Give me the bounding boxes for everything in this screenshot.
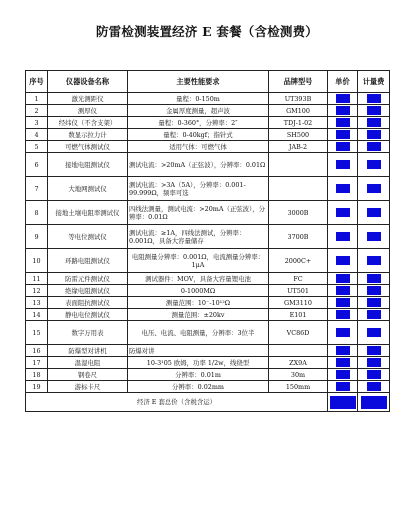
price-cell	[328, 273, 358, 285]
fee-cell	[358, 369, 390, 381]
brand-model: ZX9A	[269, 357, 328, 369]
fee-cell	[358, 105, 390, 117]
brand-model: 2000C+	[269, 249, 328, 273]
brand-model: 30m	[269, 369, 328, 381]
performance-spec: 测试电流：>20mA（正弦波），分辨率：0.01Ω	[128, 153, 269, 177]
fee-box	[367, 256, 381, 265]
price-cell	[328, 93, 358, 105]
brand-model: UT393B	[269, 93, 328, 105]
fee-box	[367, 106, 381, 115]
equipment-name: 可燃气体测试仪	[48, 141, 128, 153]
fee-cell	[358, 153, 390, 177]
price-cell	[328, 321, 358, 345]
row-number: 15	[26, 321, 48, 345]
price-box	[336, 328, 350, 337]
row-number: 4	[26, 129, 48, 141]
fee-box	[367, 358, 381, 367]
row-number: 6	[26, 153, 48, 177]
equipment-name: 表面阻抗测试仪	[48, 297, 128, 309]
header-calibration-fee: 计量费	[358, 71, 390, 93]
price-cell	[328, 129, 358, 141]
total-price-box	[330, 396, 356, 409]
fee-cell	[358, 249, 390, 273]
brand-model: SH500	[269, 129, 328, 141]
table-row	[26, 117, 390, 129]
row-number: 10	[26, 249, 48, 273]
page-title: 防雷检测装置经济 E 套餐（含检测费）	[95, 24, 319, 39]
price-cell	[328, 225, 358, 249]
price-cell	[328, 141, 358, 153]
fee-cell	[358, 345, 390, 357]
fee-box	[367, 298, 381, 307]
price-cell	[328, 381, 358, 393]
fee-box	[367, 310, 381, 319]
fee-cell	[358, 357, 390, 369]
fee-cell	[358, 273, 390, 285]
performance-spec: 适用气体：可燃气体	[128, 141, 269, 153]
fee-box	[367, 346, 381, 355]
price-box	[336, 256, 350, 265]
performance-spec: 10-3¹05 欧姆，功率 1/2w，线绕型	[128, 357, 269, 369]
price-cell	[328, 285, 358, 297]
table-row	[26, 129, 390, 141]
price-box	[336, 94, 350, 103]
performance-spec: 量程：0-150m	[128, 93, 269, 105]
fee-cell	[358, 201, 390, 225]
price-box	[336, 382, 350, 391]
price-cell	[328, 297, 358, 309]
total-fee-cell	[358, 393, 390, 412]
header-model: 品牌型号	[269, 71, 328, 93]
brand-model: VC86D	[269, 321, 328, 345]
performance-spec: 测试器件：MOV，具备大容量锂电池	[128, 273, 269, 285]
performance-spec: 防爆对讲	[128, 345, 269, 357]
equipment-name: 数字万用表	[48, 321, 128, 345]
equipment-name: 防雷元件测试仪	[48, 273, 128, 285]
equipment-name: 游标卡尺	[48, 381, 128, 393]
header-spec: 主要性能要求	[128, 71, 269, 93]
performance-spec: 测试电流：>3A（5A），分辨率：0.001-99.999Ω，频率可选	[128, 177, 269, 201]
row-number: 1	[26, 93, 48, 105]
row-number: 16	[26, 345, 48, 357]
table-row	[26, 297, 390, 309]
equipment-name: 静电电位测试仪	[48, 309, 128, 321]
fee-cell	[358, 309, 390, 321]
fee-box	[367, 274, 381, 283]
price-cell	[328, 309, 358, 321]
table-row	[26, 93, 390, 105]
price-cell	[328, 201, 358, 225]
performance-spec: 金属厚度测量，超声波	[128, 105, 269, 117]
row-number: 9	[26, 225, 48, 249]
row-number: 19	[26, 381, 48, 393]
table-row	[26, 369, 390, 381]
total-price-cell	[328, 393, 358, 412]
fee-box	[367, 208, 381, 217]
performance-spec: 量程：0-360°，分辨率：2″	[128, 117, 269, 129]
row-number: 13	[26, 297, 48, 309]
price-cell	[328, 369, 358, 381]
fee-cell	[358, 285, 390, 297]
fee-cell	[358, 321, 390, 345]
fee-box	[367, 118, 381, 127]
fee-cell	[358, 141, 390, 153]
fee-box	[367, 130, 381, 139]
price-box	[336, 370, 350, 379]
fee-box	[367, 94, 381, 103]
row-number: 3	[26, 117, 48, 129]
table-row	[26, 309, 390, 321]
brand-model: 3700B	[269, 225, 328, 249]
performance-spec: 电阻测量分辨率：0.001Ω，电流测量分辨率：1μA	[128, 249, 269, 273]
performance-spec: 分辨率：0.01m	[128, 369, 269, 381]
equipment-name: 数显示拉力计	[48, 129, 128, 141]
equipment-name: 钢卷尺	[48, 369, 128, 381]
row-number: 14	[26, 309, 48, 321]
brand-model: GM3110	[269, 297, 328, 309]
equipment-name: 防爆型对讲机	[48, 345, 128, 357]
table-row	[26, 153, 390, 177]
brand-model: UT501	[269, 285, 328, 297]
price-cell	[328, 177, 358, 201]
table-row	[26, 177, 390, 201]
row-number: 12	[26, 285, 48, 297]
fee-cell	[358, 177, 390, 201]
price-cell	[328, 345, 358, 357]
performance-spec: 分辨率：0.02mm	[128, 381, 269, 393]
fee-cell	[358, 297, 390, 309]
price-cell	[328, 117, 358, 129]
fee-box	[367, 370, 381, 379]
price-box	[336, 274, 350, 283]
price-box	[336, 130, 350, 139]
price-cell	[328, 105, 358, 117]
performance-spec: 测量范围：±20kv	[128, 309, 269, 321]
price-box	[336, 160, 350, 169]
price-box	[336, 358, 350, 367]
fee-cell	[358, 117, 390, 129]
row-number: 5	[26, 141, 48, 153]
fee-box	[367, 328, 381, 337]
fee-box	[367, 232, 381, 241]
fee-box	[367, 160, 381, 169]
brand-model: 3000B	[269, 201, 328, 225]
brand-model: JAB-2	[269, 141, 328, 153]
fee-cell	[358, 129, 390, 141]
price-box	[336, 346, 350, 355]
fee-box	[367, 382, 381, 391]
table-row	[26, 225, 390, 249]
equipment-name: 温湿电阻	[48, 357, 128, 369]
price-box	[336, 232, 350, 241]
price-cell	[328, 153, 358, 177]
table-row	[26, 249, 390, 273]
performance-spec: 量程：0-40kgf；指针式	[128, 129, 269, 141]
table-row	[26, 141, 390, 153]
total-fee-box	[361, 396, 387, 409]
table-row	[26, 273, 390, 285]
brand-model: 150mm	[269, 381, 328, 393]
equipment-name: 接地土壤电阻率测试仪	[48, 201, 128, 225]
brand-model	[269, 345, 328, 357]
header-name: 仪器设备名称	[48, 71, 128, 93]
equipment-name: 经纬仪（不含支架）	[48, 117, 128, 129]
header-price: 单价	[328, 71, 358, 93]
row-number: 2	[26, 105, 48, 117]
table-row	[26, 345, 390, 357]
performance-spec: 电压、电流、电阻测量，分辨率：3位半	[128, 321, 269, 345]
table-row	[26, 357, 390, 369]
equipment-name: 等电位测试仪	[48, 225, 128, 249]
price-box	[336, 310, 350, 319]
performance-spec: 四线法测量，测试电流：>20mA（正弦波），分辨率：0.01Ω	[128, 201, 269, 225]
row-number: 7	[26, 177, 48, 201]
row-number: 18	[26, 369, 48, 381]
price-box	[336, 286, 350, 295]
header-no: 序号	[26, 71, 48, 93]
fee-cell	[358, 93, 390, 105]
brand-model: FC	[269, 273, 328, 285]
price-cell	[328, 357, 358, 369]
fee-box	[367, 286, 381, 295]
performance-spec: 测试电流：≥1A，四线法测试，分辨率：0.001Ω，具备大容量储存	[128, 225, 269, 249]
table-row	[26, 381, 390, 393]
table-row	[26, 321, 390, 345]
price-box	[336, 118, 350, 127]
price-box	[336, 142, 350, 151]
equipment-name: 大地网测试仪	[48, 177, 128, 201]
fee-box	[367, 142, 381, 151]
equipment-name: 环路电阻测试仪	[48, 249, 128, 273]
table-row	[26, 285, 390, 297]
price-box	[336, 208, 350, 217]
fee-cell	[358, 225, 390, 249]
brand-model: GM100	[269, 105, 328, 117]
performance-spec: 测量范围：10⁻-10¹²Ω	[128, 297, 269, 309]
brand-model: E101	[269, 309, 328, 321]
row-number: 11	[26, 273, 48, 285]
row-number: 8	[26, 201, 48, 225]
equipment-name: 接地电阻测试仪	[48, 153, 128, 177]
price-box	[336, 106, 350, 115]
equipment-name: 测厚仪	[48, 105, 128, 117]
equipment-table	[25, 70, 390, 412]
brand-model: TDJ-1-02	[269, 117, 328, 129]
equipment-name: 绝缘电阻测试仪	[48, 285, 128, 297]
price-box	[336, 184, 350, 193]
total-label: 经济 E 套总价（含税含运）	[26, 393, 328, 412]
brand-model	[269, 153, 328, 177]
price-box	[336, 298, 350, 307]
fee-box	[367, 184, 381, 193]
equipment-name: 激光测距仪	[48, 93, 128, 105]
table-header-row	[26, 71, 390, 93]
price-cell	[328, 249, 358, 273]
total-row	[26, 393, 390, 412]
brand-model	[269, 177, 328, 201]
table-row	[26, 105, 390, 117]
table-row	[26, 201, 390, 225]
performance-spec: 0-1000MΩ	[128, 285, 269, 297]
row-number: 17	[26, 357, 48, 369]
fee-cell	[358, 381, 390, 393]
